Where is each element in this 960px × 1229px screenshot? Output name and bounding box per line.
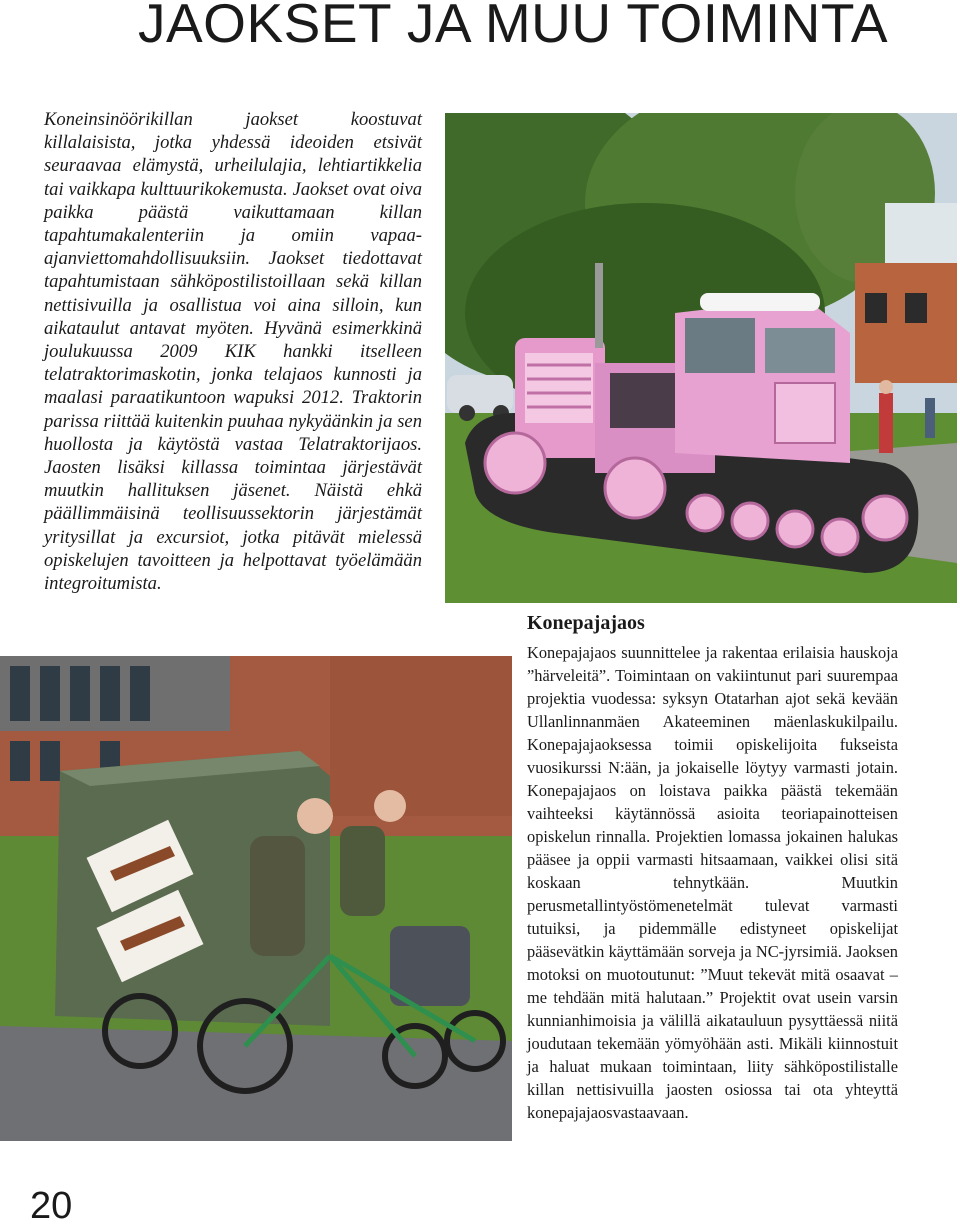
section-body-text: Konepajajaos suunnittelee ja rakentaa erilaisia hauskoja ”härveleitä”. Toimintaan on vakiintunut pari suurempaa projektia vuodessa: syksyn Otatarhan ajot sekä kevään Ullanlinnanmäen Akateeminen mäenlaskukilpailu. Konepajajaoksessa toimii opiskelijoita fukseista vuosikurssi N:ään, ja jokaiselle löytyy varmasti jotain. Konepajajaos on loistava paikka päästä tekemään vaihteeksi käytännössä asioita teoriapainotteisen opiskelun rinnalla. Projektien lomassa jokainen halukas pääsee ja oppii varmasti hitsaamaan, vaikkei olisi sitä koskaan tehnytkään. Muutkin perusmetallintyöstömenetelmät tulevat varmasti tutuiksi, ja pidemmälle edistyneet opiskelijat pääsevätkin käyttämään sorveja ja NC-jyrsimiä. Jaoksen motoksi on muotoutunut: ”Muut tekevät mitä osaavat – me tehdään mitä halutaan.” Projektit ovat usein varsin kunnianhimoisia ja välillä aikatauluun pysyttäessä niitä joudutaan tekemään yömyöhään asti. Mikäli kiinnostuit ja haluat mukaan toimintaan, liity sähköpostilistalle killan nettisivuilla jaosten osiossa tai ota yhteyttä konepajajaosvastaavaan. — [527, 643, 898, 1122]
pink-tractor-image — [445, 113, 957, 603]
intro-paragraph: Koneinsinöörikillan jaokset koostuvat killalaisista, jotka yhdessä ideoiden etsivät seuraavaa elämystä, urheilulajia, lehtiartikkelia tai vaikkapa kulttuurikokemusta. Jaokset ovat oiva paikka päästä vaikuttamaan killan tapahtumakalenteriin ja omiin vapaa-ajanviettomahdollisuuksiin. Jaokset tiedottavat tapahtumistaan sähköpostilistoillaan sekä killan nettisivuilla ja osallistua voi aina silloin, kun aikataulut antavat myöten. Hyvänä esimerkkinä joulukuussa 2009 KIK hankki itselleen telatraktorimaskotin, jonka telajaos kunnosti ja maalasi paraatikuntoon wapuksi 2012. Traktorin parissa riittää kuitenkin puuhaa nykyäänkin ja sen huollosta ja käytöstä vastaa Telatraktorijaos. Jaosten lisäksi killassa toimintaa järjestävät muutkin hallituksen jäsenet. Näistä ehkä päällimmäisinä teollisuussektorin järjestämät yritysillat ja excursiot, jotka pitävät mielessä opiskelujen tavoitteen ja helpottavat työelämään integroitumista. — [44, 109, 422, 595]
tractor-photo — [445, 113, 957, 603]
section-heading: Konepajajaos — [527, 612, 645, 634]
page-number: 20 — [30, 1185, 73, 1227]
page-title: JAOKSET JA MUU TOIMINTA — [138, 0, 889, 54]
bike-vehicle-photo — [0, 656, 512, 1141]
tarp-bike-image — [0, 656, 512, 1141]
